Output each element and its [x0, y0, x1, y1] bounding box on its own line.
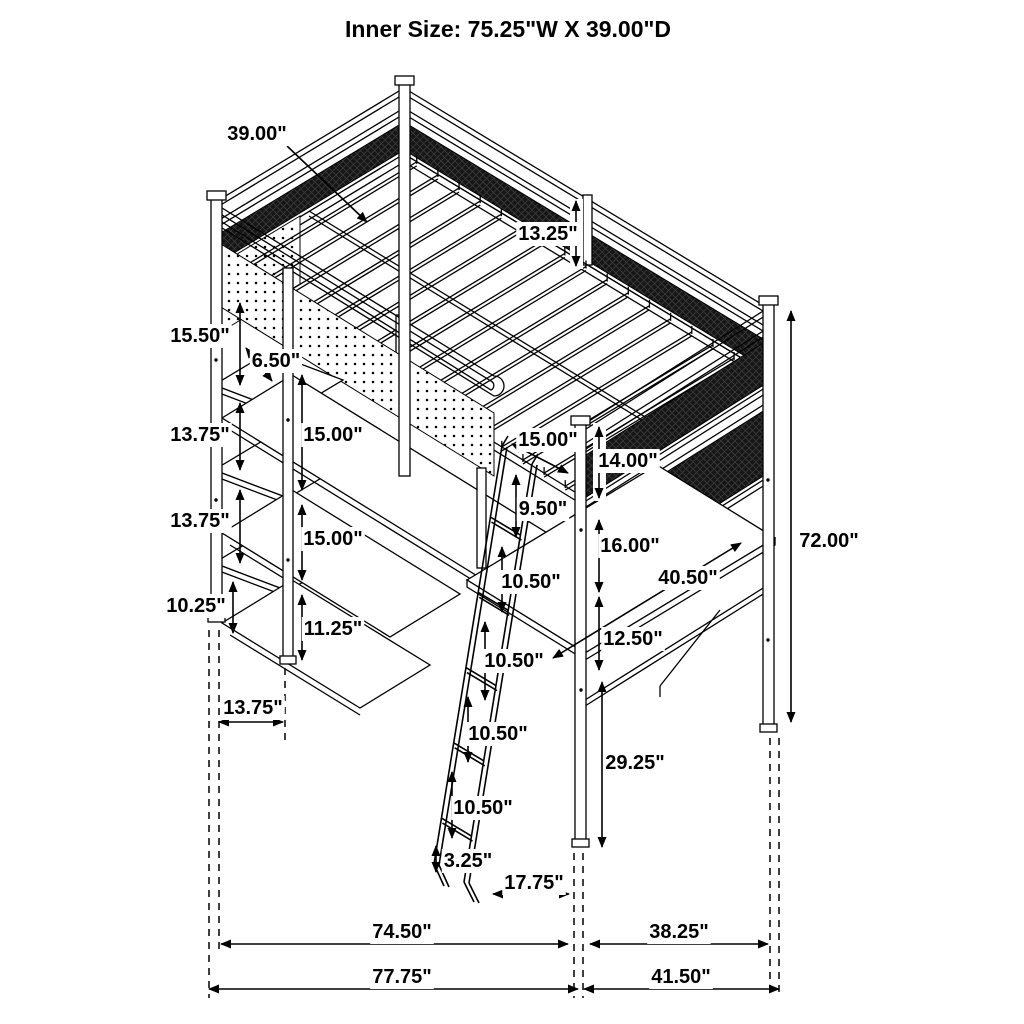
- dim-1775: 17.75": [504, 872, 564, 894]
- rear-mid-post: [583, 195, 592, 265]
- rear-left-post-cap: [395, 76, 414, 85]
- dim-950: 9.50": [518, 498, 568, 520]
- dim-1050-d: 10.50": [453, 797, 513, 819]
- dim-1500-c: 15.00": [518, 429, 578, 451]
- left-front-leg: [211, 199, 222, 618]
- dim-1050-a: 10.50": [501, 571, 561, 593]
- front-right-foot: [572, 839, 589, 847]
- dimension-labels: [164, 16, 861, 989]
- rear-right-foot: [760, 724, 777, 732]
- dim-4050: 40.50": [658, 567, 718, 589]
- dim-650: 6.50": [251, 350, 301, 372]
- dim-slat-depth-39: 39.00": [227, 123, 287, 145]
- dim-4150: 41.50": [651, 966, 711, 988]
- dim-1125: 11.25": [303, 618, 363, 640]
- dim-1050-c: 10.50": [468, 723, 528, 745]
- rear-guard-rail: [404, 88, 768, 382]
- second-left-leg: [283, 268, 293, 660]
- dim-1375-c: 13.75": [223, 697, 283, 719]
- dim-1025: 10.25": [166, 595, 226, 617]
- dim-1375-b: 13.75": [170, 510, 230, 532]
- dim-3825: 38.25": [649, 921, 709, 943]
- dim-7200: 72.00": [799, 530, 859, 552]
- dim-325: 3.25": [443, 850, 493, 872]
- dim-7450: 74.50": [372, 921, 432, 943]
- dim-1375-a: 13.75": [170, 424, 230, 446]
- dim-rail-height-1325: 13.25": [518, 223, 578, 245]
- dim-1550: 15.50": [170, 325, 230, 347]
- rear-right-leg: [763, 304, 774, 728]
- rear-right-leg-cap: [759, 296, 778, 305]
- second-left-foot: [280, 656, 296, 664]
- front-right-leg: [575, 424, 586, 843]
- inner-size-title: Inner Size: 75.25"W X 39.00"D: [344, 16, 672, 42]
- left-front-leg-cap: [207, 191, 226, 200]
- dim-2925: 29.25": [605, 752, 665, 774]
- dim-1500-b: 15.00": [303, 528, 363, 550]
- dim-1250: 12.50": [603, 628, 663, 650]
- rear-left-post: [399, 84, 410, 476]
- dim-1400: 14.00": [598, 450, 658, 472]
- dim-7775: 77.75": [372, 966, 432, 988]
- front-right-leg-cap: [571, 416, 590, 425]
- dim-1050-b: 10.50": [484, 650, 544, 672]
- dim-1600: 16.00": [600, 535, 660, 557]
- dim-1500-a: 15.00": [303, 424, 363, 446]
